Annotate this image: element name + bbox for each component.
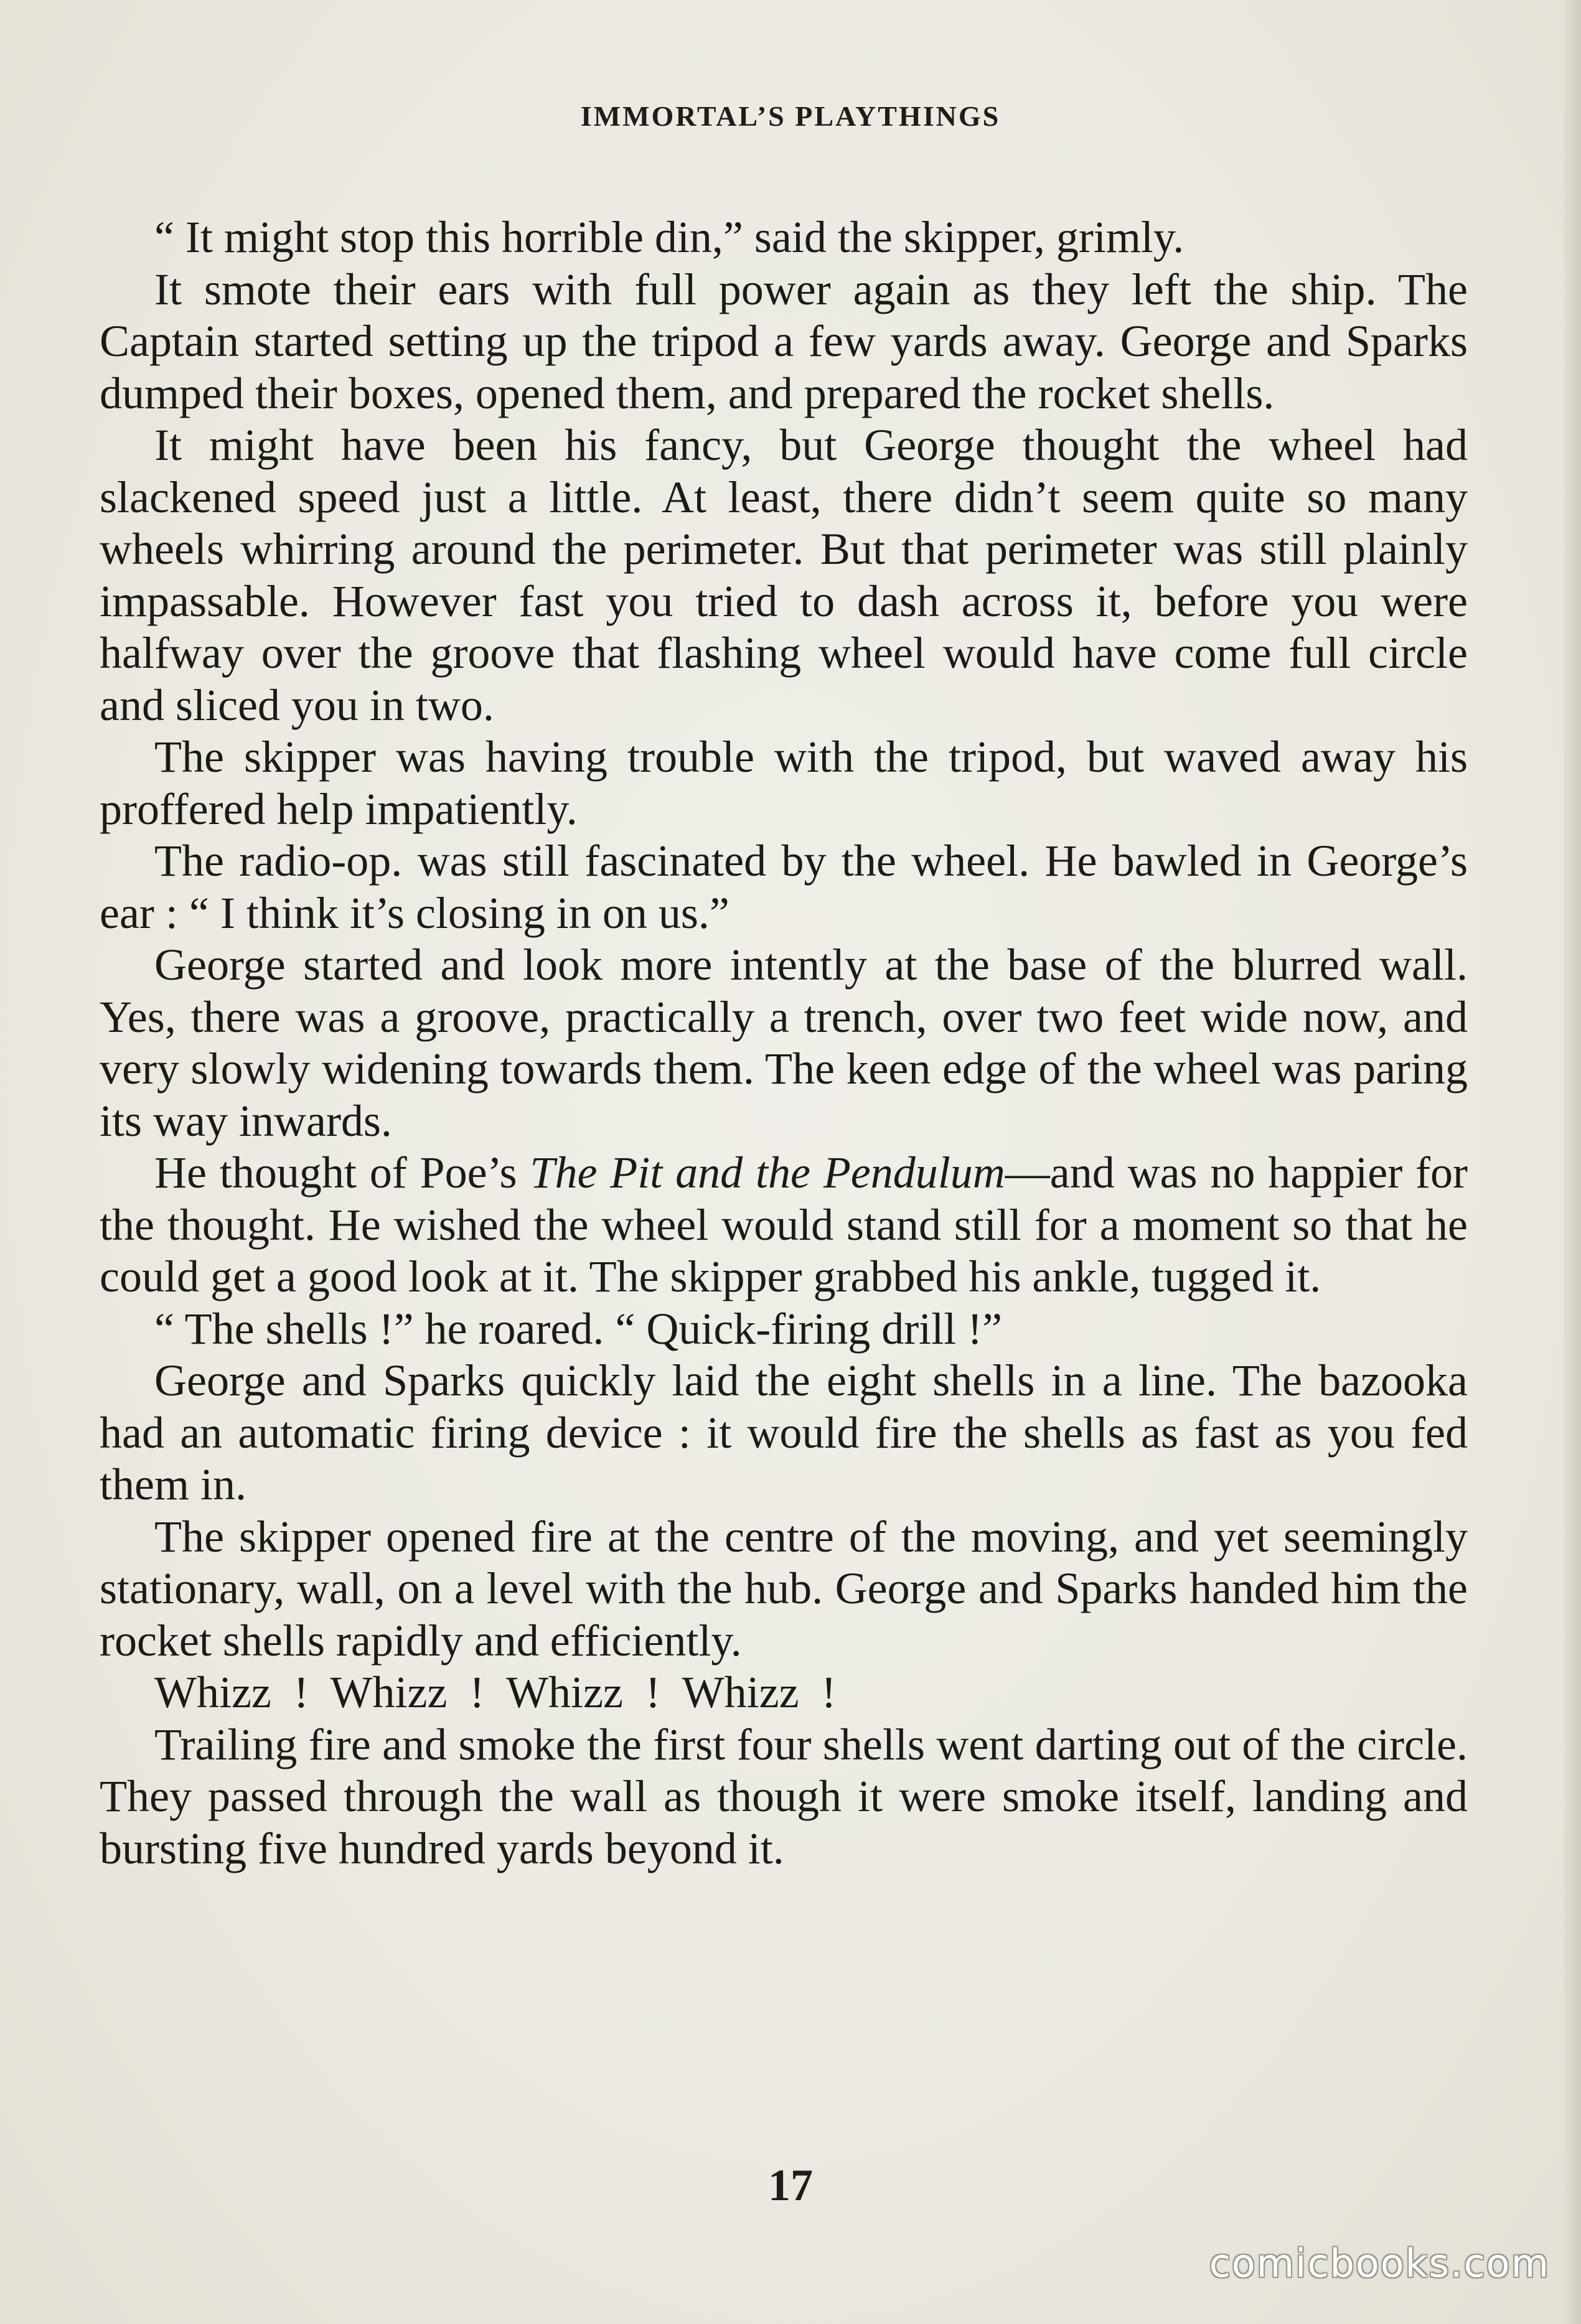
paragraph: Whizz ! Whizz ! Whizz ! Whizz ! xyxy=(154,1667,837,1717)
body-text xyxy=(100,212,1468,1875)
paragraph: George started and look more intently at the base of the blurred wall. Yes, there was a groove, practically a trench, over two feet wide now, and very slowly widening towards them. The keen edge of the wheel was paring its way inwards. xyxy=(100,940,1468,1146)
paragraph-text-after: —and was no happier for the thought. He wished the wheel would stand still for a moment so that he could get a good look at it. The skipper grabbed his ankle, tugged it. xyxy=(100,1148,1468,1301)
book-title-italic: The Pit and the Pendulum xyxy=(530,1148,1005,1197)
paragraph: The radio-op. was still fascinated by the wheel. He bawled in George’s ear : “ I think it’s closing in on us.” xyxy=(100,836,1468,938)
paragraph: “ The shells !” he roared. “ Quick-firing drill !” xyxy=(154,1303,1003,1354)
paragraph-text-before: He thought of Poe’s xyxy=(154,1148,530,1197)
paragraph: “ It might stop this horrible din,” said the skipper, grimly. xyxy=(154,212,1185,262)
paragraph: It smote their ears with full power again as they left the ship. The Captain started setting up the tripod a few yards away. George and Sparks dumped their boxes, opened them, and prepared the rocket shells. xyxy=(100,264,1468,418)
paragraph: The skipper was having trouble with the tripod, but waved away his proffered help impatiently. xyxy=(100,732,1468,834)
paragraph: It might have been his fancy, but George thought the wheel had slackened speed just a little. At least, there didn’t seem quite so many wheels whirring around the perimeter. But that perimeter was still plainly impassable. However fast you tried to dash across it, before you were halfway over the groove that flashing wheel would have come full circle and sliced you in two. xyxy=(100,420,1468,730)
paragraph: George and Sparks quickly laid the eight shells in a line. The bazooka had an automatic firing device : it would fire the shells as fast as you fed them in. xyxy=(100,1356,1468,1509)
watermark: comicbooks.com xyxy=(1209,2241,1550,2286)
paragraph-with-title xyxy=(100,1147,1468,1303)
paragraph: The skipper opened fire at the centre of the moving, and yet seemingly stationary, wall, on a level with the hub. George and Sparks handed him the rocket shells rapidly and efficiently. xyxy=(100,1511,1468,1666)
running-head: IMMORTAL’S PLAYTHINGS xyxy=(580,100,1001,132)
page-number: 17 xyxy=(768,2160,813,2210)
page-edge-shadow xyxy=(1564,0,1581,2324)
paragraph: Trailing fire and smoke the first four shells went darting out of the circle. They passed through the wall as though it were smoke itself, landing and bursting five hundred yards beyond it. xyxy=(100,1719,1468,1873)
